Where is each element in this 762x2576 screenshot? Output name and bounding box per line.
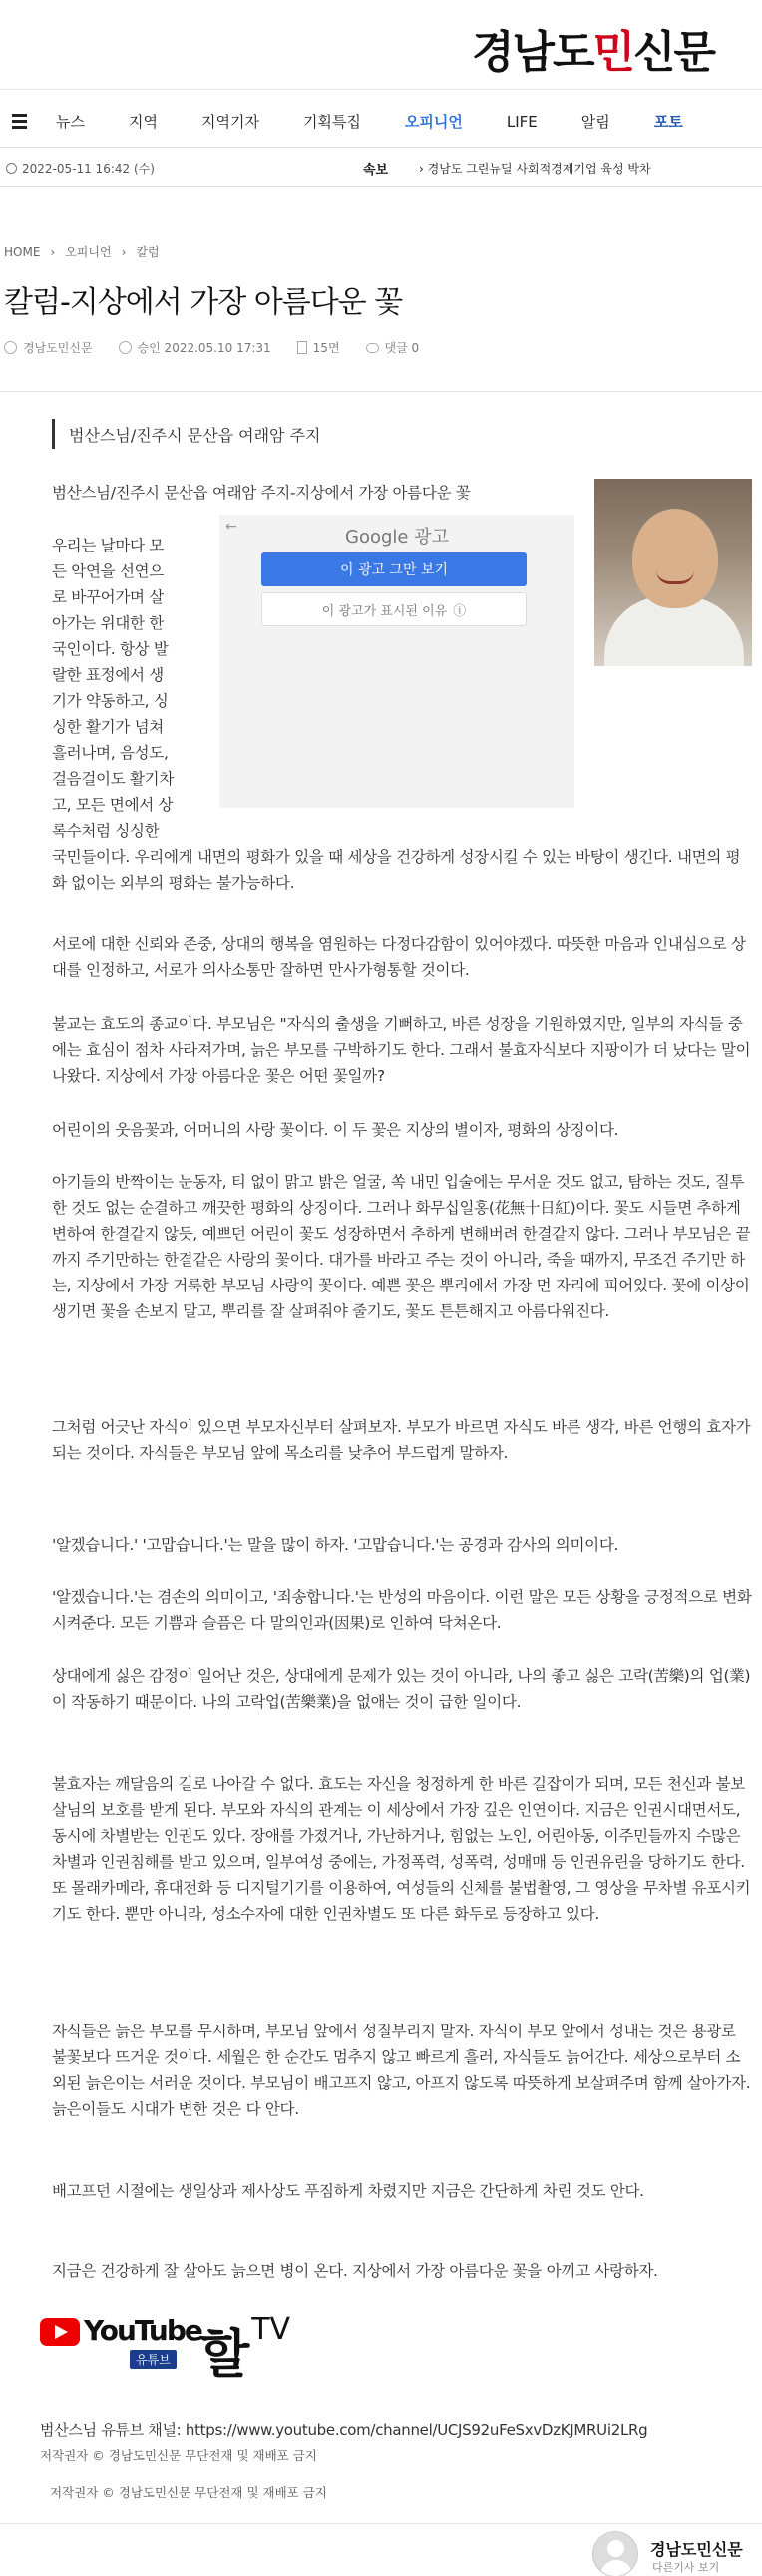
why-ad-label: 이 광고가 표시된 이유 xyxy=(321,603,448,619)
paragraph-line: 기가 약동하고, 싱 xyxy=(52,692,169,710)
breaking-label: 속보 xyxy=(363,163,389,178)
stop-ad-button[interactable]: 이 광고 그만 보기 xyxy=(261,552,527,586)
ad-brand: Google 광고 xyxy=(345,527,449,548)
news-ticker xyxy=(0,150,762,187)
breadcrumb xyxy=(4,243,160,260)
paragraph-line: 흘러나며, 음성도, xyxy=(52,744,169,762)
author-card[interactable] xyxy=(592,2529,762,2575)
paragraph-line: 로 바꾸어가며 살 xyxy=(52,588,164,606)
copyright-notice: 저작권자 © 경남도민신문 무단전재 및 재배포 금지 xyxy=(40,2448,317,2463)
youtube-channel-link[interactable]: 범산스님 유튜브 채널: https://www.youtube.com/channel/UCJS92uFeSxvDzKJMRUi2LRg xyxy=(40,2421,648,2439)
date-text: 2022-05-11 16:42 (수) xyxy=(22,162,155,176)
paragraph-4: 어린이의 웃음꽃과, 어머니의 사랑 꽃이다. 이 두 꽃은 지상의 별이자, 평화의 상징이다. xyxy=(52,1121,619,1139)
chevron-right-icon: › xyxy=(50,244,56,259)
youtube-play-icon xyxy=(40,2318,80,2346)
header-divider xyxy=(0,391,762,392)
main-nav xyxy=(0,96,762,148)
paragraph-line: 걸음걸이도 활기차 xyxy=(52,770,175,788)
avatar xyxy=(592,2531,638,2576)
nav-item-news[interactable]: 뉴스 xyxy=(56,113,85,131)
article-subtitle: 범산스님/진주시 문산읍 여래암 주지 xyxy=(52,419,321,449)
article-title: 칼럼-지상에서 가장 아름다운 꽃 xyxy=(4,285,403,320)
paragraph-2: 서로에 대한 신뢰와 존중, 상대의 행복을 염원하는 다정다감함이 있어야겠다. 따뜻한 마음과 인내심으로 상대를 인정하고, 서로가 의사소통만 잘하면 만사가형통할 것이다. xyxy=(52,935,746,979)
paragraph-9: 상대에게 싫은 감정이 일어난 것은, 상대에게 문제가 있는 것이 아니라, 나의 좋고 싫은 고락(苦樂)의 업(業)이 작동하기 때문이다. 나의 고락업(苦樂業)을 없애는 것이 급한 일이다. xyxy=(52,1667,751,1711)
youtube-wordmark: YouTube xyxy=(84,2314,201,2347)
article-intro: 범산스님/진주시 문산읍 여래암 주지-지상에서 가장 아름다운 꽃 xyxy=(52,484,471,502)
paragraph-1-rest: 국민들이다. 우리에게 내면의 평화가 있을 때 세상을 건강하게 성장시킬 수 있는 바탕이 생긴다. 내면의 평화 없이는 외부의 평화는 불가능하다. xyxy=(52,848,741,892)
clock-icon xyxy=(119,341,132,354)
page-info xyxy=(297,339,340,356)
document-icon xyxy=(297,341,307,354)
logo-accent: 민 xyxy=(592,27,633,78)
google-ad-box xyxy=(219,515,574,808)
back-arrow-icon[interactable]: ← xyxy=(225,519,237,535)
paragraph-line: 록수처럼 싱싱한 xyxy=(52,822,160,840)
nav-item-opinion[interactable]: 오피니언 xyxy=(404,113,463,131)
user-icon xyxy=(4,341,17,354)
approved-date: 승인 2022.05.10 17:31 xyxy=(137,341,271,355)
footer-divider xyxy=(0,2523,762,2524)
comment-count: 댓글 0 xyxy=(384,341,420,355)
menu-icon[interactable] xyxy=(4,114,34,129)
breadcrumb-column[interactable]: 칼럼 xyxy=(136,245,160,259)
current-date xyxy=(6,160,155,177)
nav-item-notice[interactable]: 알림 xyxy=(580,113,610,131)
nav-item-region[interactable]: 지역 xyxy=(128,113,158,131)
paragraph-8: '알겠습니다.'는 겸손의 의미이고, '죄송합니다.'는 반성의 마음이다. 이런 말은 모든 상황을 긍정적으로 변화시켜준다. 모든 기쁨과 슬픔은 다 말의인과(因果)로 인하여 닥쳐온다. xyxy=(52,1588,752,1632)
nav-item-feature[interactable]: 기획특집 xyxy=(302,113,361,131)
paragraph-12: 배고프던 시절에는 생일상과 제사상도 푸짐하게 차렸지만 지금은 간단하게 차린 것도 안다. xyxy=(52,2182,644,2200)
paragraph-line: 싱한 활기가 넘쳐 xyxy=(52,718,164,736)
article-meta xyxy=(4,339,758,356)
breaking-headline[interactable]: › 경남도 그린뉴딜 사회적경제기업 육성 박차 xyxy=(419,162,651,176)
logo-tail: 신문 xyxy=(632,27,714,78)
breadcrumb-home[interactable]: HOME xyxy=(4,244,41,259)
youtube-logo xyxy=(40,2314,201,2370)
nav-item-region-reporter[interactable]: 지역기자 xyxy=(200,113,259,131)
youtube-sub-badge: 유튜브 xyxy=(130,2350,177,2369)
approved-info xyxy=(119,339,271,356)
paragraph-13: 지금은 건강하게 잘 살아도 늙으면 병이 온다. 지상에서 가장 아름다운 꽃을 아끼고 사랑하자. xyxy=(52,2262,658,2280)
author-photo xyxy=(594,479,752,666)
paragraph-line: 우리는 날마다 모 xyxy=(52,537,164,554)
hal-character: 할 xyxy=(199,2324,250,2385)
site-header xyxy=(0,0,762,90)
paragraph-11: 자식들은 늙은 부모를 무시하며, 부모님 앞에서 성질부리지 말자. 자식이 부모 앞에서 성내는 것은 용광로 불꽃보다 뜨거운 것이다. 세월은 한 순간도 멈추지 않고 빠르게 흘러, 자식들도 늙어간다. 세상으로부터 소외된 늙은이는 서러운 것이다. 부모님이 배고프지 않고, 아프지 않도록 따뜻하게 보살펴주며 함께 살아가자. 늙은이들도 시대가 변한 것은 다 안다. xyxy=(52,2023,751,2118)
hal-tv-logo xyxy=(199,2312,290,2387)
page-number: 15면 xyxy=(312,341,340,355)
paragraph-5: 아기들의 반짝이는 눈동자, 티 없이 맑고 밝은 얼굴, 쏙 내민 입술에는 무서운 것도 없고, 탐하는 것도, 질투한 것도 없는 순결하고 깨끗한 평화의 상징이다. 그러나 화무십일홍(花無十日紅)이다. 꽃도 시들면 추하게 변하여 한결같지 않듯, 예쁘던 어린이 꽃도 성장하면서 추하게 변해버려 한결같지 않다. 그러나 부모님은 끝까지 주기만하는 한결같은 사랑의 꽃이다. 대가를 바라고 주는 것이 아니라, 죽을 때까지, 무조건 주기만 하는, 지상에서 가장 거룩한 부모님 사랑의 꽃이다. 예쁜 꽃은 뿌리에서 가장 먼 자리에 피어있다. 꽃에 이상이 생기면 꽃을 손보지 말고, 뿌리를 잘 살펴줘야 줄기도, 꽃도 튼튼해지고 아름다워진다. xyxy=(52,1173,751,1320)
author-name: 경남도민신문 xyxy=(23,341,93,355)
copyright-notice-footer: 저작권자 © 경남도민신문 무단전재 및 재배포 금지 xyxy=(50,2485,327,2500)
paragraph-7: '알겠습니다.' '고맙습니다.'는 말을 많이 하자. '고맙습니다.'는 공경과 감사의 의미이다. xyxy=(52,1536,619,1554)
more-articles-link[interactable]: 다른기사 보기 xyxy=(652,2561,720,2574)
paragraph-3: 불교는 효도의 종교이다. 부모님은 "자식의 출생을 기뻐하고, 바른 성장을 기원하였지만, 일부의 자식들 중에는 효심이 점차 사라져가며, 늙은 부모를 구박하기도 한다. 그래서 불효자식보다 지팡이가 더 났다는 말이 나왔다. 지상에서 가장 아름다운 꽃은 어떤 꽃일까? xyxy=(52,1015,751,1085)
author-info[interactable] xyxy=(4,339,93,356)
paragraph-1-wrapped xyxy=(52,533,201,844)
paragraph-line: 고, 모든 면에서 상 xyxy=(52,796,174,814)
logo-main: 경남도 xyxy=(471,27,593,78)
hal-tv-text: TV xyxy=(251,2312,291,2347)
comment-info[interactable] xyxy=(366,339,420,356)
paragraph-10: 불효자는 깨달음의 길로 나아갈 수 없다. 효도는 자신을 청정하게 한 바른 길잡이가 되며, 모든 천신과 불보살님의 보호를 받게 된다. 부모와 자식의 관계는 이 세상에서 가장 깊은 인연이다. 지금은 인권시대면서도, 동시에 차별받는 인권도 있다. 장애를 가졌거나, 가난하거나, 힘없는 노인, 어린아동, 이주민들까지 수많은 차별과 인권침해를 받고 있으며, 일부여성 중에는, 가정폭력, 성폭력, 성매매 등 인권유린을 당하기도 한다. 또 몰래카메라, 휴대전화 등 디지털기기를 이용하여, 여성들의 신체를 불법촬영, 그 영상을 무차별 유포시키기도 한다. 뿐만 아니라, 성소수자에 대한 인권차별도 또 다른 화두로 등장하고 있다. xyxy=(52,1775,751,1923)
clock-icon xyxy=(6,163,17,174)
paragraph-line: 랄한 표정에서 생 xyxy=(52,666,164,684)
site-logo[interactable] xyxy=(472,16,714,80)
paragraph-line: 아가는 위대한 한 xyxy=(52,614,164,632)
breadcrumb-opinion[interactable]: 오피니언 xyxy=(65,245,112,259)
comment-icon xyxy=(366,343,379,353)
paragraph-line: 국인이다. 항상 발 xyxy=(52,640,169,658)
author-card-name: 경남도민신문 xyxy=(650,2540,743,2559)
chevron-right-icon: › xyxy=(121,244,127,259)
nav-item-life[interactable]: LIFE xyxy=(506,112,538,131)
paragraph-6: 그처럼 어긋난 자식이 있으면 부모자신부터 살펴보자. 부모가 바르면 자식도 바른 생각, 바른 언행의 효자가 되는 것이다. 자식들은 부모님 앞에 목소리를 낮추어 부드럽게 말하자. xyxy=(52,1418,751,1462)
paragraph-line: 든 악연을 선연으 xyxy=(52,562,164,580)
nav-item-photo[interactable]: 포토 xyxy=(653,113,683,131)
breaking-headline-text: 경남도 그린뉴딜 사회적경제기업 육성 박차 xyxy=(427,162,651,176)
info-icon: ⓘ xyxy=(453,603,467,619)
why-ad-button[interactable] xyxy=(261,592,527,626)
